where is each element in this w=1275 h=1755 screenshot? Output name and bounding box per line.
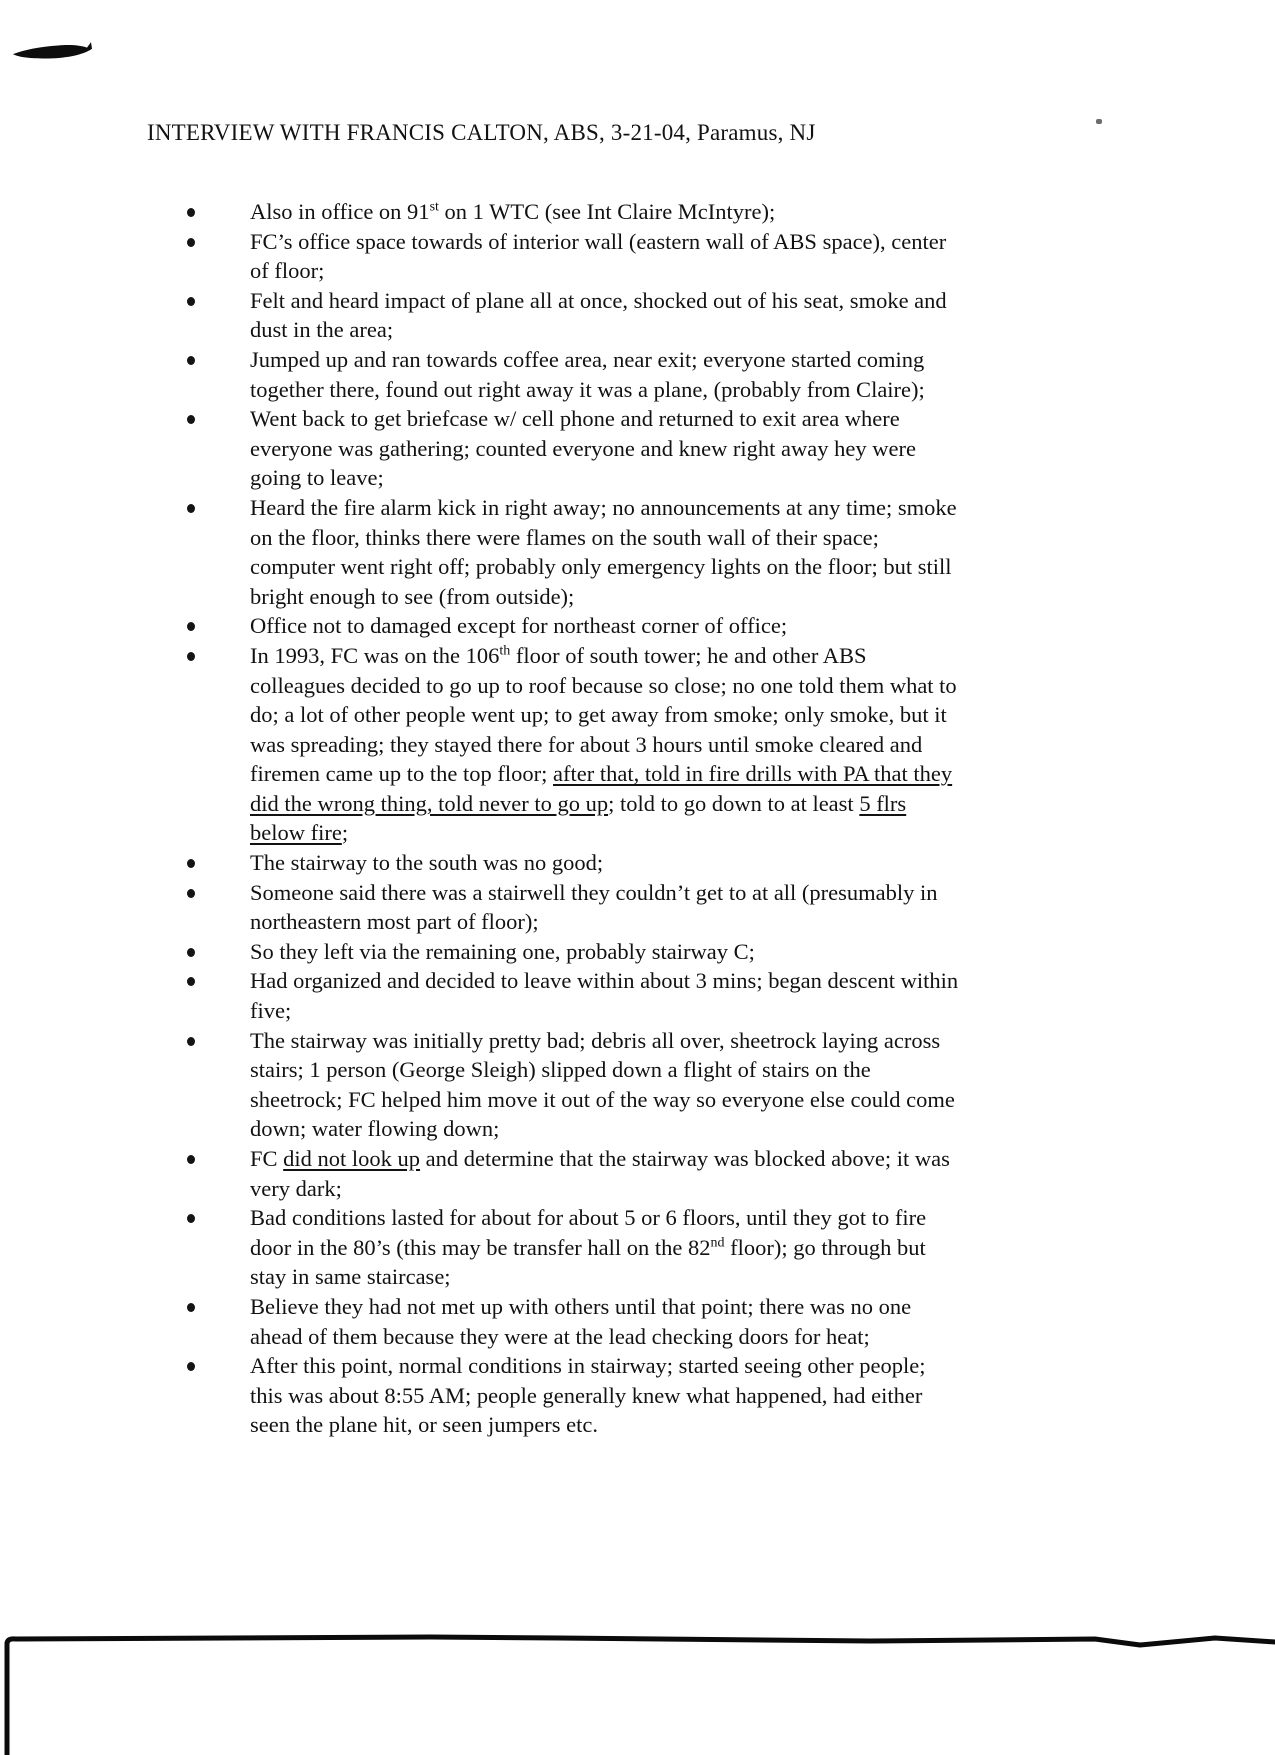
bullet-item (186, 878, 1146, 937)
bullet-text: Also in office on 91st on 1 WTC (see Int Claire McIntyre); (250, 199, 776, 224)
bullet-text: Felt and heard impact of plane all at once, shocked out of his seat, smoke and dust in the area; (250, 287, 947, 343)
bullet-item (186, 493, 1146, 611)
bullet-dot-icon (187, 1155, 195, 1164)
bullet-text: After this point, normal conditions in stairway; started seeing other people; this was about 8:55 AM; people generally knew what happened, had either seen the plane hit, or seen jumpers etc. (250, 1353, 926, 1438)
bullet-item (186, 286, 1146, 345)
bullet-text: Jumped up and ran towards coffee area, near exit; everyone started coming together there, found out right away it was a plane, (probably from Claire); (250, 346, 925, 402)
pen-mark-icon (12, 40, 96, 64)
bullet-dot-icon (187, 889, 195, 898)
bullet-item (186, 345, 1146, 404)
bullet-text: Bad conditions lasted for about for about 5 or 6 floors, until they got to fire door in the 80’s (this may be transfer hall on the 82nd floor); go through but stay in same staircase; (250, 1205, 927, 1290)
bullet-text: The stairway was initially pretty bad; debris all over, sheetrock laying across stairs; 1 person (George Sleigh) slipped down a flight of stairs on the sheetrock; FC helped him move it out of the way so everyone else could come down; water flowing down; (250, 1027, 955, 1142)
bullet-text: The stairway to the south was no good; (250, 850, 604, 876)
bullet-dot-icon (187, 977, 195, 986)
bullet-item (186, 1203, 1146, 1292)
bullet-item (186, 1351, 1146, 1440)
bullet-dot-icon (187, 1362, 195, 1371)
bullet-item (186, 611, 1146, 641)
bullet-item (186, 966, 1146, 1025)
bullet-dot-icon (187, 356, 195, 365)
bullet-text: Heard the fire alarm kick in right away; no announcements at any time; smoke on the floor, thinks there were flames on the south wall of their space; computer went right off; probably only emergency lights on the floor; but still bright enough to see (from outside); (250, 494, 957, 609)
bullet-text: Someone said there was a stairwell they couldn’t get to at all (presumably in northeastern most part of floor); (250, 879, 938, 935)
bullet-item (186, 1292, 1146, 1351)
document-title: INTERVIEW WITH FRANCIS CALTON, ABS, 3-21-04, Paramus, NJ (147, 120, 816, 145)
bullet-item (186, 848, 1146, 878)
bullet-dot-icon (187, 948, 195, 957)
bullet-item (186, 404, 1146, 493)
bullet-item (186, 937, 1146, 967)
bullet-text: Had organized and decided to leave within about 3 mins; began descent within five; (250, 968, 959, 1024)
bullet-text: FC’s office space towards of interior wall (eastern wall of ABS space), center of floor; (250, 228, 947, 284)
bullet-dot-icon (187, 652, 195, 661)
bullet-text: Office not to damaged except for northeast corner of office; (250, 613, 788, 639)
bullet-dot-icon (187, 622, 195, 631)
bullet-text: So they left via the remaining one, probably stairway C; (250, 938, 755, 964)
bullet-dot-icon (187, 208, 195, 217)
bullet-dot-icon (187, 238, 195, 247)
bullet-text: Believe they had not met up with others until that point; there was no one ahead of them because they were at the lead checking doors for heat; (250, 1293, 912, 1349)
bullet-item (186, 227, 1146, 286)
bullet-text: Went back to get briefcase w/ cell phone and returned to exit area where everyone was gathering; counted everyone and knew right away hey were going to leave; (250, 406, 916, 491)
bullet-item (186, 1026, 1146, 1144)
bullet-dot-icon (187, 1214, 195, 1223)
bullet-dot-icon (187, 859, 195, 868)
bullet-list (186, 197, 1146, 1440)
bullet-text: In 1993, FC was on the 106th floor of south tower; he and other ABS colleagues decided to go up to roof because so close; no one told them what to do; a lot of other people went up; to get away from smoke; only smoke, but it was spreading; they stayed there for about 3 hours until smoke cleared and firemen came up to the top floor; after that, told in fire drills with PA that they did the wrong thing, told never to go up; told to go down to at least 5 flrs below fire; (250, 642, 957, 846)
bullet-dot-icon (187, 415, 195, 424)
bullet-dot-icon (187, 504, 195, 513)
bullet-text: FC did not look up and determine that the stairway was blocked above; it was very dark; (250, 1146, 950, 1201)
bullet-item (186, 641, 1146, 848)
bullet-dot-icon (187, 1303, 195, 1312)
bullet-item (186, 197, 1146, 227)
next-page-border (0, 1630, 1275, 1755)
bullet-dot-icon (187, 297, 195, 306)
bullet-dot-icon (187, 1037, 195, 1046)
scan-speck (1096, 119, 1102, 124)
bullet-item (186, 1144, 1146, 1203)
